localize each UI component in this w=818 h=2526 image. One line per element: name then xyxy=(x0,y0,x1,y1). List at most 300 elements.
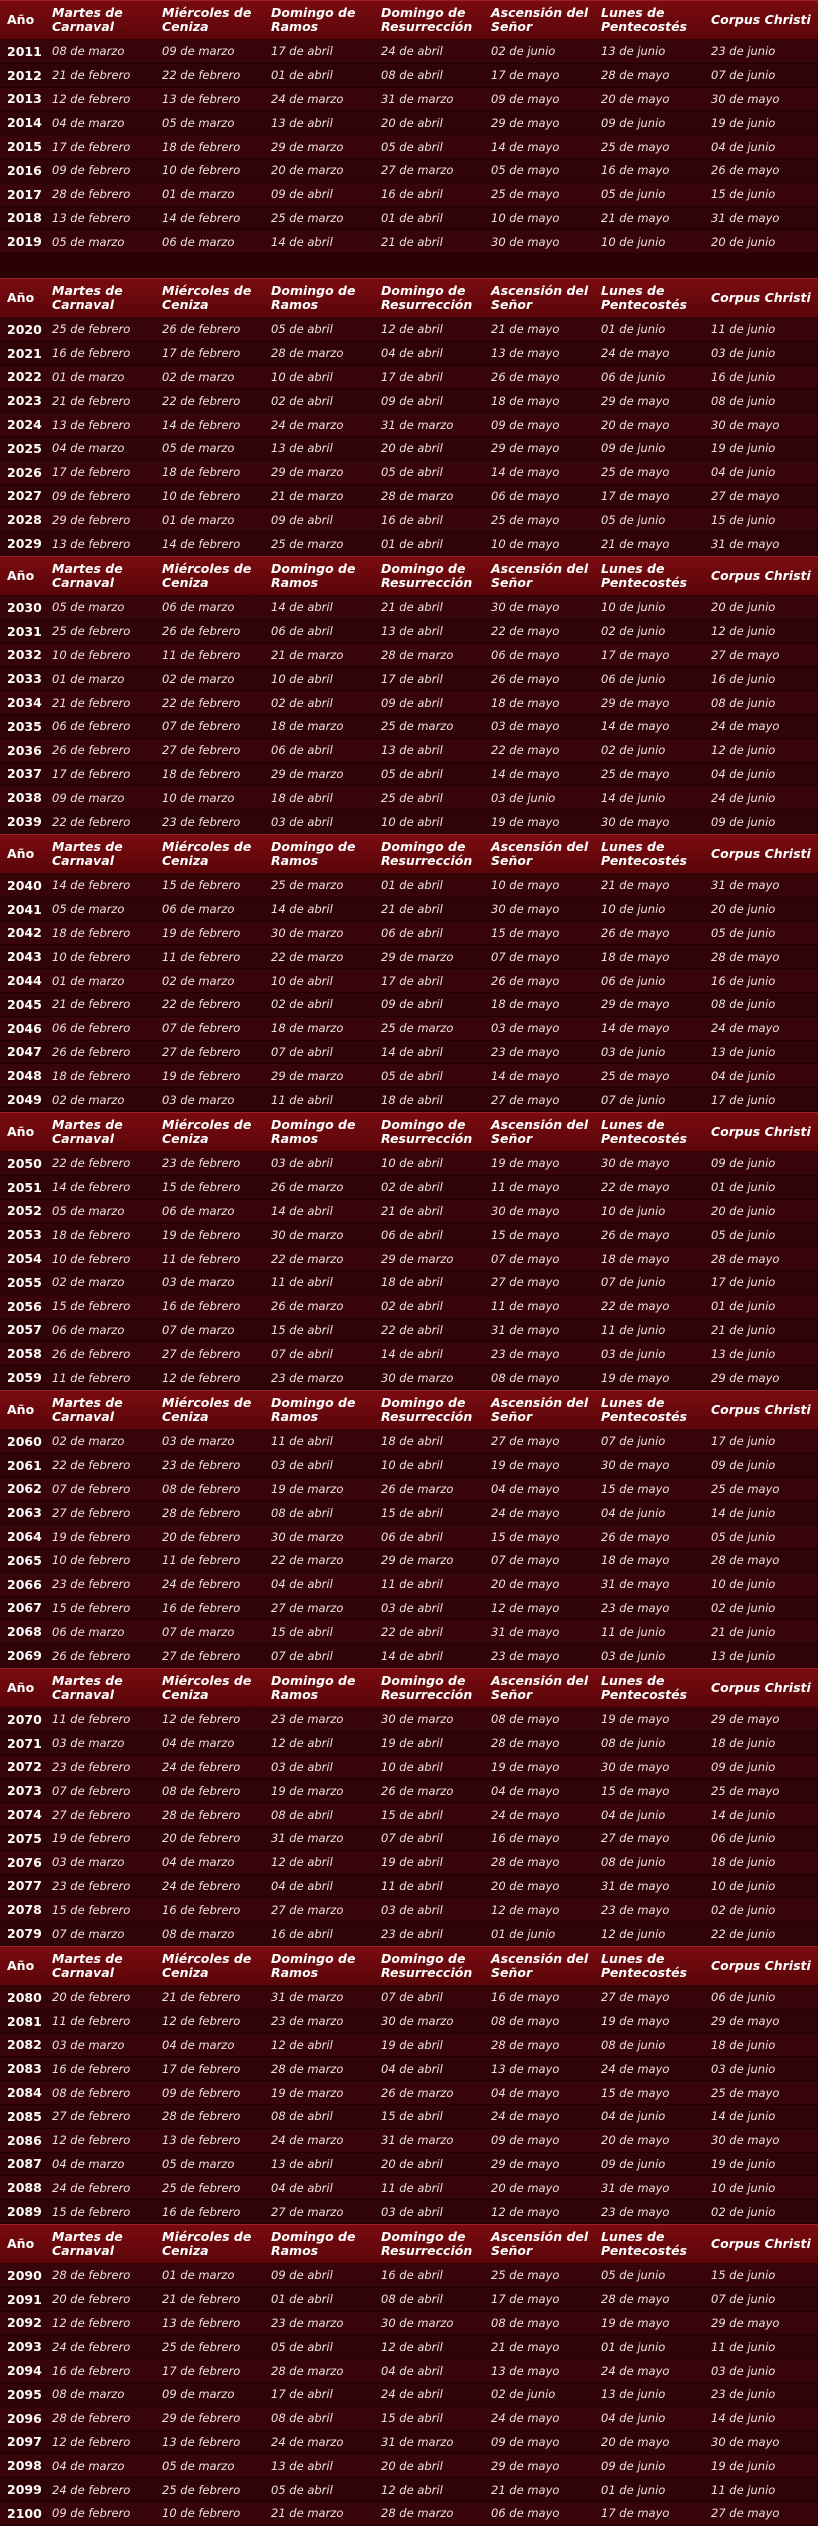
table-row xyxy=(0,715,818,739)
martes-carnaval-cell: 08 de marzo xyxy=(52,2387,125,2402)
year-cell: 2085 xyxy=(7,2108,42,2124)
martes-carnaval-cell: 09 de febrero xyxy=(52,488,131,503)
header-domingo-resurreccion: Domingo de Resurrección xyxy=(381,5,473,34)
domingo-ramos-cell: 31 de marzo xyxy=(271,1990,344,2005)
martes-carnaval-cell: 07 de febrero xyxy=(52,1783,131,1798)
corpus-christi-cell: 15 de junio xyxy=(711,187,776,202)
martes-carnaval-cell: 11 de febrero xyxy=(52,1712,131,1727)
lunes-pentecostes-cell: 01 de junio xyxy=(601,2482,666,2497)
miercoles-ceniza-cell: 01 de marzo xyxy=(162,187,235,202)
corpus-christi-cell: 04 de junio xyxy=(711,766,776,781)
domingo-ramos-cell: 21 de marzo xyxy=(271,488,344,503)
ascension-cell: 03 de junio xyxy=(491,790,556,805)
table-row xyxy=(0,2200,818,2224)
table-row xyxy=(0,1200,818,1224)
martes-carnaval-cell: 27 de febrero xyxy=(52,1505,131,1520)
lunes-pentecostes-cell: 22 de mayo xyxy=(601,1299,670,1314)
corpus-christi-cell: 03 de junio xyxy=(711,346,776,361)
ascension-cell: 25 de mayo xyxy=(491,2268,560,2283)
year-cell: 2047 xyxy=(7,1044,42,1060)
year-cell: 2049 xyxy=(7,1092,42,1108)
table-row xyxy=(0,2312,818,2336)
ascension-cell: 12 de mayo xyxy=(491,1600,560,1615)
miercoles-ceniza-cell: 14 de febrero xyxy=(162,536,241,551)
domingo-resurreccion-cell: 17 de abril xyxy=(381,369,443,384)
corpus-christi-cell: 14 de junio xyxy=(711,1505,776,1520)
lunes-pentecostes-cell: 26 de mayo xyxy=(601,925,670,940)
lunes-pentecostes-cell: 31 de mayo xyxy=(601,1577,670,1592)
domingo-resurreccion-cell: 21 de abril xyxy=(381,902,443,917)
miercoles-ceniza-cell: 09 de marzo xyxy=(162,2387,235,2402)
domingo-ramos-cell: 01 de abril xyxy=(271,2292,333,2307)
year-cell: 2070 xyxy=(7,1711,42,1727)
corpus-christi-cell: 09 de junio xyxy=(711,1759,776,1774)
martes-carnaval-cell: 04 de marzo xyxy=(52,2156,125,2171)
miercoles-ceniza-cell: 10 de marzo xyxy=(162,790,235,805)
corpus-christi-cell: 18 de junio xyxy=(711,1736,776,1751)
domingo-resurreccion-cell: 26 de marzo xyxy=(381,1481,454,1496)
miercoles-ceniza-cell: 23 de febrero xyxy=(162,1156,241,1171)
martes-carnaval-cell: 13 de febrero xyxy=(52,536,131,551)
domingo-resurreccion-cell: 12 de abril xyxy=(381,322,443,337)
lunes-pentecostes-cell: 17 de mayo xyxy=(601,488,670,503)
year-cell: 2032 xyxy=(7,647,42,663)
domingo-ramos-cell: 24 de marzo xyxy=(271,91,344,106)
miercoles-ceniza-cell: 12 de febrero xyxy=(162,2014,241,2029)
martes-carnaval-cell: 26 de febrero xyxy=(52,1648,131,1663)
corpus-christi-cell: 16 de junio xyxy=(711,369,776,384)
corpus-christi-cell: 13 de junio xyxy=(711,1044,776,1059)
corpus-christi-cell: 04 de junio xyxy=(711,139,776,154)
domingo-resurreccion-cell: 26 de marzo xyxy=(381,1783,454,1798)
ascension-cell: 24 de mayo xyxy=(491,2411,560,2426)
domingo-resurreccion-cell: 26 de marzo xyxy=(381,2085,454,2100)
header-lunes-pentecostes: Lunes de Pentecostés xyxy=(601,2229,687,2258)
miercoles-ceniza-cell: 01 de marzo xyxy=(162,2268,235,2283)
domingo-resurreccion-cell: 17 de abril xyxy=(381,671,443,686)
domingo-resurreccion-cell: 15 de abril xyxy=(381,2109,443,2124)
martes-carnaval-cell: 02 de marzo xyxy=(52,1434,125,1449)
miercoles-ceniza-cell: 15 de febrero xyxy=(162,878,241,893)
table-row xyxy=(0,1922,818,1946)
year-cell: 2086 xyxy=(7,2132,42,2148)
table-row xyxy=(0,508,818,532)
header-row xyxy=(0,2224,818,2264)
corpus-christi-cell: 09 de junio xyxy=(711,1458,776,1473)
domingo-ramos-cell: 13 de abril xyxy=(271,441,333,456)
martes-carnaval-cell: 01 de marzo xyxy=(52,369,125,384)
table-row xyxy=(0,366,818,390)
ascension-cell: 13 de mayo xyxy=(491,2061,560,2076)
header-year: Año xyxy=(7,1124,35,1139)
martes-carnaval-cell: 06 de febrero xyxy=(52,719,131,734)
corpus-christi-cell: 27 de mayo xyxy=(711,647,780,662)
table-row xyxy=(0,1176,818,1200)
domingo-resurreccion-cell: 18 de abril xyxy=(381,1092,443,1107)
decade-block xyxy=(0,1668,818,1946)
corpus-christi-cell: 13 de junio xyxy=(711,1648,776,1663)
header-corpus-christi: Corpus Christi xyxy=(711,290,811,305)
domingo-resurreccion-cell: 21 de abril xyxy=(381,1203,443,1218)
domingo-resurreccion-cell: 23 de abril xyxy=(381,1926,443,1941)
domingo-ramos-cell: 22 de marzo xyxy=(271,1251,344,1266)
domingo-resurreccion-cell: 04 de abril xyxy=(381,2363,443,2378)
lunes-pentecostes-cell: 20 de mayo xyxy=(601,91,670,106)
lunes-pentecostes-cell: 25 de mayo xyxy=(601,1068,670,1083)
year-cell: 2026 xyxy=(7,464,42,480)
domingo-ramos-cell: 26 de marzo xyxy=(271,1299,344,1314)
martes-carnaval-cell: 20 de febrero xyxy=(52,1990,131,2005)
table-row xyxy=(0,2407,818,2431)
ascension-cell: 09 de mayo xyxy=(491,91,560,106)
table-row xyxy=(0,2081,818,2105)
lunes-pentecostes-cell: 05 de junio xyxy=(601,187,666,202)
lunes-pentecostes-cell: 18 de mayo xyxy=(601,949,670,964)
domingo-ramos-cell: 19 de marzo xyxy=(271,1783,344,1798)
lunes-pentecostes-cell: 30 de mayo xyxy=(601,1156,670,1171)
ascension-cell: 31 de mayo xyxy=(491,1322,560,1337)
domingo-resurreccion-cell: 21 de abril xyxy=(381,600,443,615)
corpus-christi-cell: 17 de junio xyxy=(711,1434,776,1449)
table-row xyxy=(0,135,818,159)
domingo-resurreccion-cell: 31 de marzo xyxy=(381,417,454,432)
year-cell: 2057 xyxy=(7,1322,42,1338)
martes-carnaval-cell: 08 de febrero xyxy=(52,2085,131,2100)
miercoles-ceniza-cell: 16 de febrero xyxy=(162,1902,241,1917)
domingo-ramos-cell: 05 de abril xyxy=(271,322,333,337)
miercoles-ceniza-cell: 27 de febrero xyxy=(162,1648,241,1663)
martes-carnaval-cell: 21 de febrero xyxy=(52,997,131,1012)
domingo-ramos-cell: 17 de abril xyxy=(271,2387,333,2402)
domingo-ramos-cell: 29 de marzo xyxy=(271,766,344,781)
table-row xyxy=(0,1295,818,1319)
domingo-ramos-cell: 22 de marzo xyxy=(271,1553,344,1568)
domingo-ramos-cell: 20 de marzo xyxy=(271,163,344,178)
domingo-ramos-cell: 08 de abril xyxy=(271,2109,333,2124)
miercoles-ceniza-cell: 11 de febrero xyxy=(162,647,241,662)
miercoles-ceniza-cell: 19 de febrero xyxy=(162,1068,241,1083)
martes-carnaval-cell: 09 de febrero xyxy=(52,163,131,178)
table-row xyxy=(0,786,818,810)
martes-carnaval-cell: 19 de febrero xyxy=(52,1529,131,1544)
domingo-ramos-cell: 05 de abril xyxy=(271,2482,333,2497)
year-cell: 2048 xyxy=(7,1068,42,1084)
corpus-christi-cell: 25 de mayo xyxy=(711,2085,780,2100)
miercoles-ceniza-cell: 12 de febrero xyxy=(162,1370,241,1385)
year-cell: 2065 xyxy=(7,1552,42,1568)
domingo-ramos-cell: 11 de abril xyxy=(271,1275,333,1290)
table-row xyxy=(0,2288,818,2312)
table-row xyxy=(0,1319,818,1343)
domingo-ramos-cell: 16 de abril xyxy=(271,1926,333,1941)
header-row xyxy=(0,834,818,874)
domingo-resurreccion-cell: 05 de abril xyxy=(381,766,443,781)
year-cell: 2029 xyxy=(7,536,42,552)
ascension-cell: 26 de mayo xyxy=(491,671,560,686)
domingo-resurreccion-cell: 05 de abril xyxy=(381,1068,443,1083)
miercoles-ceniza-cell: 25 de febrero xyxy=(162,2339,241,2354)
year-cell: 2097 xyxy=(7,2434,42,2450)
miercoles-ceniza-cell: 17 de febrero xyxy=(162,346,241,361)
martes-carnaval-cell: 23 de febrero xyxy=(52,1878,131,1893)
domingo-ramos-cell: 25 de marzo xyxy=(271,210,344,225)
header-lunes-pentecostes: Lunes de Pentecostés xyxy=(601,839,687,868)
table-row xyxy=(0,461,818,485)
lunes-pentecostes-cell: 07 de junio xyxy=(601,1092,666,1107)
domingo-resurreccion-cell: 10 de abril xyxy=(381,1156,443,1171)
header-domingo-ramos: Domingo de Ramos xyxy=(271,839,356,868)
year-cell: 2089 xyxy=(7,2204,42,2220)
corpus-christi-cell: 15 de junio xyxy=(711,512,776,527)
martes-carnaval-cell: 12 de febrero xyxy=(52,2434,131,2449)
lunes-pentecostes-cell: 17 de mayo xyxy=(601,2506,670,2521)
table-row xyxy=(0,1223,818,1247)
domingo-resurreccion-cell: 20 de abril xyxy=(381,2156,443,2171)
domingo-ramos-cell: 19 de marzo xyxy=(271,1481,344,1496)
miercoles-ceniza-cell: 25 de febrero xyxy=(162,2482,241,2497)
domingo-ramos-cell: 10 de abril xyxy=(271,973,333,988)
year-cell: 2050 xyxy=(7,1155,42,1171)
miercoles-ceniza-cell: 18 de febrero xyxy=(162,766,241,781)
table-row xyxy=(0,532,818,556)
domingo-resurreccion-cell: 01 de abril xyxy=(381,210,443,225)
ascension-cell: 12 de mayo xyxy=(491,1902,560,1917)
martes-carnaval-cell: 10 de febrero xyxy=(52,1251,131,1266)
header-domingo-resurreccion: Domingo de Resurrección xyxy=(381,1673,473,1702)
miercoles-ceniza-cell: 28 de febrero xyxy=(162,2109,241,2124)
table-row xyxy=(0,2454,818,2478)
miercoles-ceniza-cell: 04 de marzo xyxy=(162,1855,235,1870)
martes-carnaval-cell: 03 de marzo xyxy=(52,2037,125,2052)
domingo-ramos-cell: 25 de marzo xyxy=(271,536,344,551)
year-cell: 2064 xyxy=(7,1529,42,1545)
domingo-resurreccion-cell: 25 de abril xyxy=(381,790,443,805)
table-row xyxy=(0,485,818,509)
domingo-resurreccion-cell: 31 de marzo xyxy=(381,91,454,106)
domingo-ramos-cell: 11 de abril xyxy=(271,1434,333,1449)
header-martes-carnaval: Martes de Carnaval xyxy=(52,839,123,868)
ascension-cell: 15 de mayo xyxy=(491,1227,560,1242)
year-cell: 2052 xyxy=(7,1203,42,1219)
domingo-ramos-cell: 29 de marzo xyxy=(271,465,344,480)
ascension-cell: 14 de mayo xyxy=(491,465,560,480)
table-row xyxy=(0,1041,818,1065)
header-miercoles-ceniza: Miércoles de Ceniza xyxy=(162,1951,252,1980)
domingo-ramos-cell: 21 de marzo xyxy=(271,647,344,662)
domingo-ramos-cell: 08 de abril xyxy=(271,1505,333,1520)
martes-carnaval-cell: 16 de febrero xyxy=(52,346,131,361)
martes-carnaval-cell: 15 de febrero xyxy=(52,1902,131,1917)
header-corpus-christi: Corpus Christi xyxy=(711,2236,811,2251)
domingo-resurreccion-cell: 29 de marzo xyxy=(381,949,454,964)
domingo-ramos-cell: 30 de marzo xyxy=(271,1529,344,1544)
corpus-christi-cell: 05 de junio xyxy=(711,1227,776,1242)
domingo-ramos-cell: 02 de abril xyxy=(271,393,333,408)
ascension-cell: 28 de mayo xyxy=(491,1855,560,1870)
miercoles-ceniza-cell: 22 de febrero xyxy=(162,695,241,710)
martes-carnaval-cell: 07 de marzo xyxy=(52,1926,125,1941)
header-martes-carnaval: Martes de Carnaval xyxy=(52,1673,123,1702)
corpus-christi-cell: 31 de mayo xyxy=(711,536,780,551)
lunes-pentecostes-cell: 02 de junio xyxy=(601,743,666,758)
lunes-pentecostes-cell: 29 de mayo xyxy=(601,997,670,1012)
header-miercoles-ceniza: Miércoles de Ceniza xyxy=(162,1117,252,1146)
header-row xyxy=(0,278,818,318)
martes-carnaval-cell: 09 de marzo xyxy=(52,790,125,805)
domingo-ramos-cell: 07 de abril xyxy=(271,1044,333,1059)
domingo-ramos-cell: 15 de abril xyxy=(271,1322,333,1337)
header-domingo-resurreccion: Domingo de Resurrección xyxy=(381,283,473,312)
lunes-pentecostes-cell: 06 de junio xyxy=(601,369,666,384)
year-cell: 2066 xyxy=(7,1576,42,1592)
table-row xyxy=(0,389,818,413)
header-domingo-ramos: Domingo de Ramos xyxy=(271,2229,356,2258)
domingo-ramos-cell: 08 de abril xyxy=(271,2411,333,2426)
table-row xyxy=(0,2359,818,2383)
corpus-christi-cell: 27 de mayo xyxy=(711,2506,780,2521)
domingo-resurreccion-cell: 14 de abril xyxy=(381,1346,443,1361)
martes-carnaval-cell: 06 de marzo xyxy=(52,1624,125,1639)
ascension-cell: 04 de mayo xyxy=(491,2085,560,2100)
decade-block xyxy=(0,278,818,556)
martes-carnaval-cell: 05 de marzo xyxy=(52,600,125,615)
domingo-ramos-cell: 07 de abril xyxy=(271,1648,333,1663)
lunes-pentecostes-cell: 10 de junio xyxy=(601,234,666,249)
domingo-ramos-cell: 04 de abril xyxy=(271,1577,333,1592)
year-cell: 2015 xyxy=(7,139,42,155)
year-cell: 2028 xyxy=(7,512,42,528)
header-miercoles-ceniza: Miércoles de Ceniza xyxy=(162,1673,252,1702)
miercoles-ceniza-cell: 18 de febrero xyxy=(162,139,241,154)
miercoles-ceniza-cell: 06 de marzo xyxy=(162,1203,235,1218)
table-row xyxy=(0,40,818,64)
domingo-resurreccion-cell: 09 de abril xyxy=(381,393,443,408)
year-cell: 2055 xyxy=(7,1274,42,1290)
header-ascension: Ascensión del Señor xyxy=(491,839,589,868)
lunes-pentecostes-cell: 08 de junio xyxy=(601,1736,666,1751)
miercoles-ceniza-cell: 09 de marzo xyxy=(162,44,235,59)
domingo-resurreccion-cell: 20 de abril xyxy=(381,115,443,130)
miercoles-ceniza-cell: 04 de marzo xyxy=(162,2037,235,2052)
domingo-ramos-cell: 02 de abril xyxy=(271,997,333,1012)
martes-carnaval-cell: 01 de marzo xyxy=(52,671,125,686)
corpus-christi-cell: 18 de junio xyxy=(711,2037,776,2052)
ascension-cell: 06 de mayo xyxy=(491,488,560,503)
lunes-pentecostes-cell: 11 de junio xyxy=(601,1624,666,1639)
table-row xyxy=(0,2335,818,2359)
domingo-resurreccion-cell: 12 de abril xyxy=(381,2482,443,2497)
martes-carnaval-cell: 06 de marzo xyxy=(52,1322,125,1337)
year-cell: 2077 xyxy=(7,1878,42,1894)
header-miercoles-ceniza: Miércoles de Ceniza xyxy=(162,5,252,34)
martes-carnaval-cell: 15 de febrero xyxy=(52,1299,131,1314)
header-year: Año xyxy=(7,290,35,305)
miercoles-ceniza-cell: 12 de febrero xyxy=(162,1712,241,1727)
lunes-pentecostes-cell: 19 de mayo xyxy=(601,1712,670,1727)
lunes-pentecostes-cell: 06 de junio xyxy=(601,671,666,686)
ascension-cell: 08 de mayo xyxy=(491,1370,560,1385)
lunes-pentecostes-cell: 25 de mayo xyxy=(601,465,670,480)
miercoles-ceniza-cell: 19 de febrero xyxy=(162,1227,241,1242)
miercoles-ceniza-cell: 14 de febrero xyxy=(162,417,241,432)
domingo-resurreccion-cell: 10 de abril xyxy=(381,1458,443,1473)
corpus-christi-cell: 24 de junio xyxy=(711,790,776,805)
domingo-resurreccion-cell: 30 de marzo xyxy=(381,2315,454,2330)
domingo-resurreccion-cell: 25 de marzo xyxy=(381,1021,454,1036)
miercoles-ceniza-cell: 20 de febrero xyxy=(162,1529,241,1544)
lunes-pentecostes-cell: 27 de mayo xyxy=(601,1831,670,1846)
domingo-resurreccion-cell: 06 de abril xyxy=(381,925,443,940)
lunes-pentecostes-cell: 08 de junio xyxy=(601,1855,666,1870)
miercoles-ceniza-cell: 16 de febrero xyxy=(162,1299,241,1314)
header-ascension: Ascensión del Señor xyxy=(491,1395,589,1424)
table-row xyxy=(0,1064,818,1088)
ascension-cell: 13 de mayo xyxy=(491,2363,560,2378)
martes-carnaval-cell: 19 de febrero xyxy=(52,1831,131,1846)
ascension-cell: 12 de mayo xyxy=(491,2204,560,2219)
year-cell: 2024 xyxy=(7,417,42,433)
table-row xyxy=(0,183,818,207)
martes-carnaval-cell: 27 de febrero xyxy=(52,1807,131,1822)
header-martes-carnaval: Martes de Carnaval xyxy=(52,2229,123,2258)
domingo-ramos-cell: 29 de marzo xyxy=(271,1068,344,1083)
year-cell: 2020 xyxy=(7,321,42,337)
ascension-cell: 19 de mayo xyxy=(491,1156,560,1171)
ascension-cell: 24 de mayo xyxy=(491,2109,560,2124)
domingo-resurreccion-cell: 13 de abril xyxy=(381,743,443,758)
year-cell: 2027 xyxy=(7,488,42,504)
corpus-christi-cell: 27 de mayo xyxy=(711,488,780,503)
miercoles-ceniza-cell: 09 de febrero xyxy=(162,2085,241,2100)
lunes-pentecostes-cell: 07 de junio xyxy=(601,1434,666,1449)
table-row xyxy=(0,88,818,112)
ascension-cell: 18 de mayo xyxy=(491,393,560,408)
miercoles-ceniza-cell: 04 de marzo xyxy=(162,1736,235,1751)
corpus-christi-cell: 17 de junio xyxy=(711,1092,776,1107)
ascension-cell: 03 de mayo xyxy=(491,719,560,734)
domingo-ramos-cell: 09 de abril xyxy=(271,512,333,527)
domingo-resurreccion-cell: 30 de marzo xyxy=(381,2014,454,2029)
ascension-cell: 10 de mayo xyxy=(491,210,560,225)
lunes-pentecostes-cell: 04 de junio xyxy=(601,2109,666,2124)
ascension-cell: 31 de mayo xyxy=(491,1624,560,1639)
corpus-christi-cell: 19 de junio xyxy=(711,2458,776,2473)
martes-carnaval-cell: 01 de marzo xyxy=(52,973,125,988)
ascension-cell: 01 de junio xyxy=(491,1926,556,1941)
ascension-cell: 19 de mayo xyxy=(491,1458,560,1473)
year-cell: 2096 xyxy=(7,2410,42,2426)
lunes-pentecostes-cell: 10 de junio xyxy=(601,600,666,615)
miercoles-ceniza-cell: 17 de febrero xyxy=(162,2363,241,2378)
table-row xyxy=(0,739,818,763)
ascension-cell: 20 de mayo xyxy=(491,1878,560,1893)
miercoles-ceniza-cell: 02 de marzo xyxy=(162,671,235,686)
miercoles-ceniza-cell: 05 de marzo xyxy=(162,2458,235,2473)
ascension-cell: 16 de mayo xyxy=(491,1990,560,2005)
header-row xyxy=(0,1668,818,1708)
domingo-resurreccion-cell: 05 de abril xyxy=(381,465,443,480)
miercoles-ceniza-cell: 17 de febrero xyxy=(162,2061,241,2076)
year-cell: 2044 xyxy=(7,973,42,989)
lunes-pentecostes-cell: 31 de mayo xyxy=(601,1878,670,1893)
year-cell: 2063 xyxy=(7,1505,42,1521)
miercoles-ceniza-cell: 02 de marzo xyxy=(162,973,235,988)
corpus-christi-cell: 23 de junio xyxy=(711,44,776,59)
header-ascension: Ascensión del Señor xyxy=(491,5,589,34)
domingo-ramos-cell: 25 de marzo xyxy=(271,878,344,893)
ascension-cell: 10 de mayo xyxy=(491,878,560,893)
table-row xyxy=(0,1454,818,1478)
